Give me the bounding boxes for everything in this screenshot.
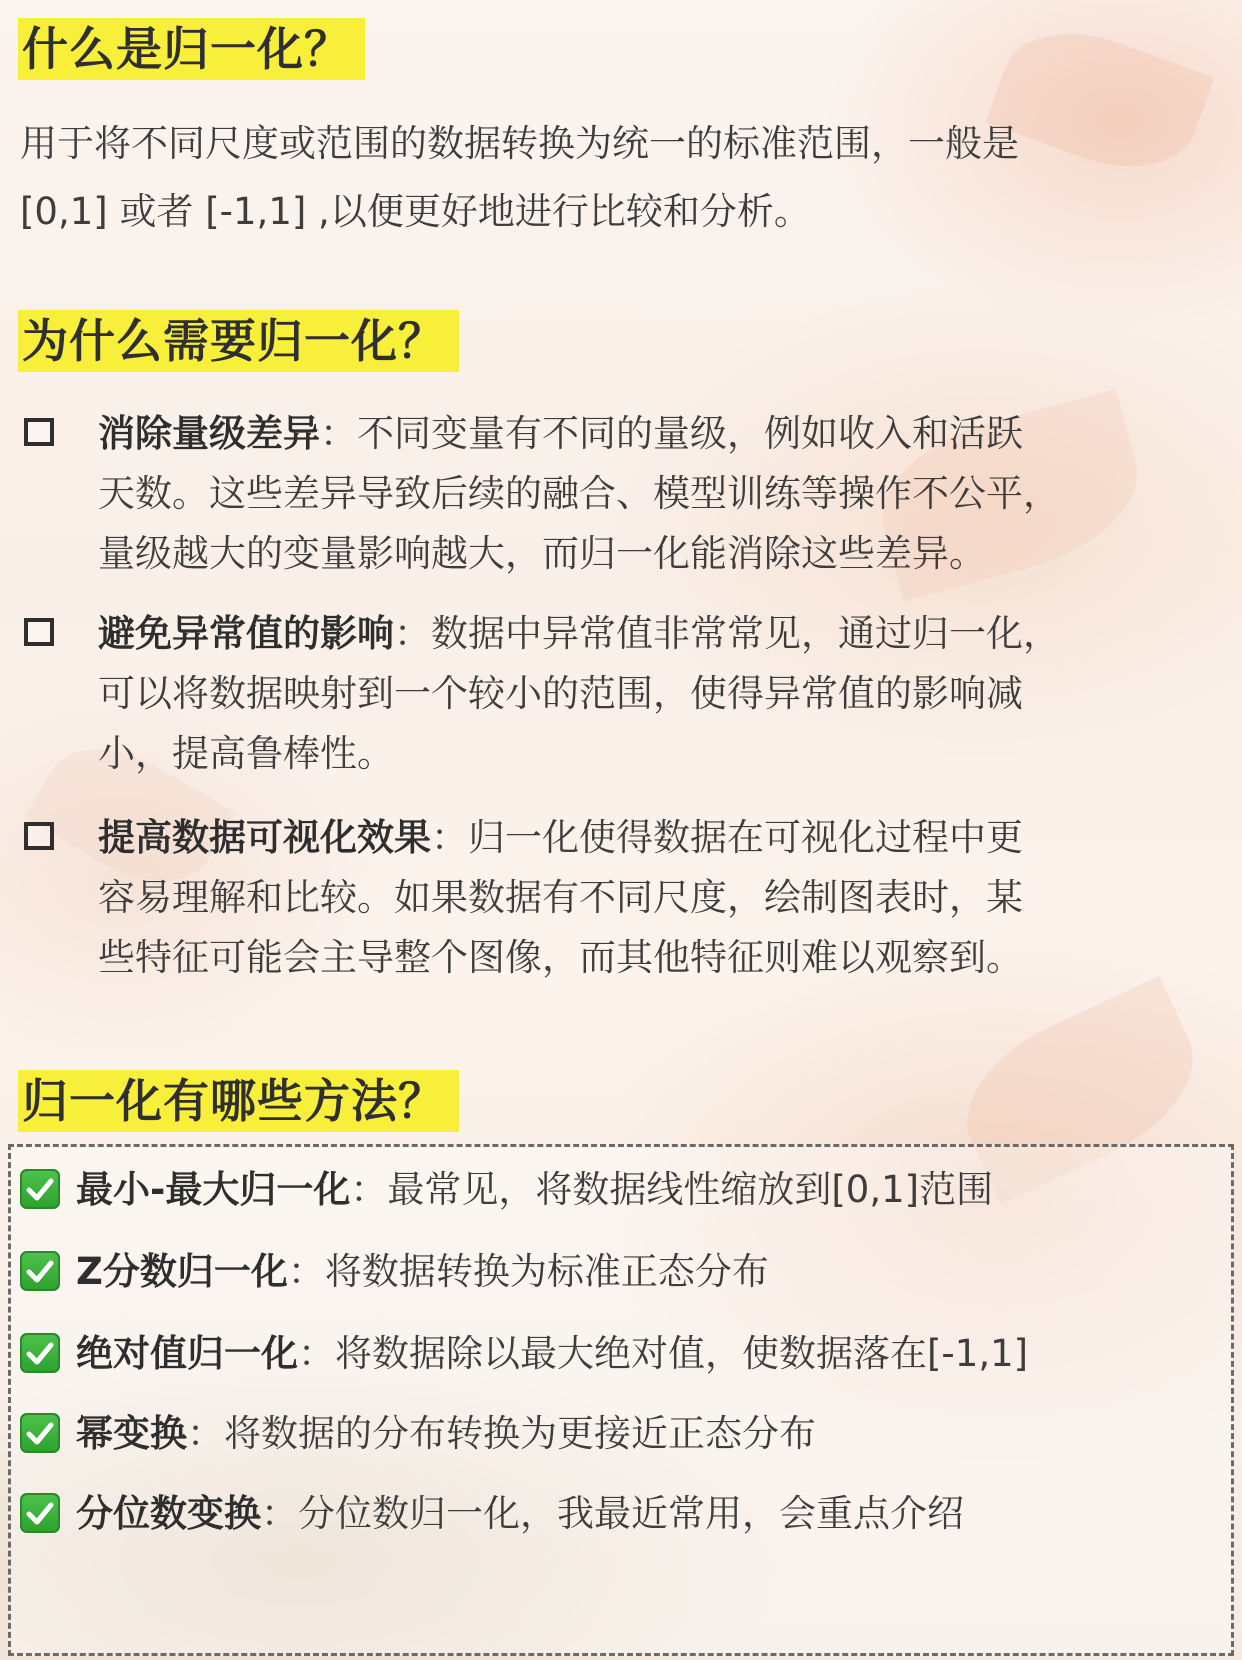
heading-what-is-normalization: 什么是归一化？: [18, 18, 365, 80]
reason-term: 消除量级差异: [98, 412, 320, 455]
method-item: [20, 1404, 1230, 1464]
reason-line: 小，提高鲁棒性。: [98, 732, 394, 775]
method-term: 绝对值归一化: [76, 1332, 298, 1375]
method-term: Z分数归一化: [76, 1250, 288, 1293]
method-term: 分位数变换: [76, 1492, 261, 1535]
method-term: 幂变换: [76, 1412, 187, 1455]
reason-desc: ：不同变量有不同的量级，例如收入和活跃: [320, 412, 1023, 455]
checkmark-icon: [20, 1251, 60, 1291]
method-desc: ：将数据的分布转换为更接近正态分布: [187, 1412, 816, 1455]
intro-line: [0,1] 或者 [-1,1] ,以便更好地进行比较和分析。: [20, 190, 811, 233]
method-desc: ：分位数归一化，我最近常用，会重点介绍: [261, 1492, 964, 1535]
heading-why-normalization: 为什么需要归一化？: [18, 310, 459, 372]
square-bullet-icon: [24, 418, 54, 446]
reason-text: [98, 604, 1238, 784]
checkmark-icon: [20, 1333, 60, 1373]
method-text: [76, 1324, 1028, 1384]
method-item: [20, 1160, 1230, 1220]
method-text: [76, 1404, 816, 1464]
reason-term: 避免异常值的影响: [98, 612, 394, 655]
square-bullet-icon: [24, 618, 54, 646]
reason-line: 些特征可能会主导整个图像，而其他特征则难以观察到。: [98, 936, 1023, 979]
method-text: [76, 1160, 993, 1220]
reason-term: 提高数据可视化效果: [98, 816, 431, 859]
checkmark-icon: [20, 1169, 60, 1209]
reason-desc: ：数据中异常值非常常见，通过归一化，: [394, 612, 1060, 655]
method-desc: ：将数据转换为标准正态分布: [287, 1250, 769, 1293]
checkmark-icon: [20, 1493, 60, 1533]
reason-line: 可以将数据映射到一个较小的范围，使得异常值的影响减: [98, 672, 1023, 715]
square-bullet-icon: [24, 822, 54, 850]
reason-text: [98, 404, 1238, 584]
reason-first-line: [98, 404, 1238, 464]
checkmark-icon: [20, 1413, 60, 1453]
reason-line: 量级越大的变量影响越大，而归一化能消除这些差异。: [98, 532, 986, 575]
method-text: [76, 1484, 964, 1544]
reason-line: 容易理解和比较。如果数据有不同尺度，绘制图表时，某: [98, 876, 1023, 919]
reason-first-line: [98, 604, 1238, 664]
method-term: 最小-最大归一化: [76, 1168, 351, 1211]
reason-desc: ：归一化使得数据在可视化过程中更: [431, 816, 1023, 859]
heading-normalization-methods: 归一化有哪些方法？: [18, 1070, 459, 1132]
intro-line: 用于将不同尺度或范围的数据转换为统一的标准范围，一般是: [20, 122, 1019, 165]
method-item: [20, 1324, 1230, 1384]
reason-line: 天数。这些差异导致后续的融合、模型训练等操作不公平，: [98, 472, 1060, 515]
methods-dashed-box: [8, 1144, 1234, 1656]
method-desc: ：最常见，将数据线性缩放到[0,1]范围: [350, 1168, 994, 1211]
method-desc: ：将数据除以最大绝对值，使数据落在[-1,1]: [298, 1332, 1029, 1375]
reason-first-line: [98, 808, 1238, 868]
method-item: [20, 1242, 1230, 1302]
intro-paragraph: [20, 110, 1230, 246]
method-text: [76, 1242, 769, 1302]
method-item: [20, 1484, 1230, 1544]
reason-text: [98, 808, 1238, 988]
